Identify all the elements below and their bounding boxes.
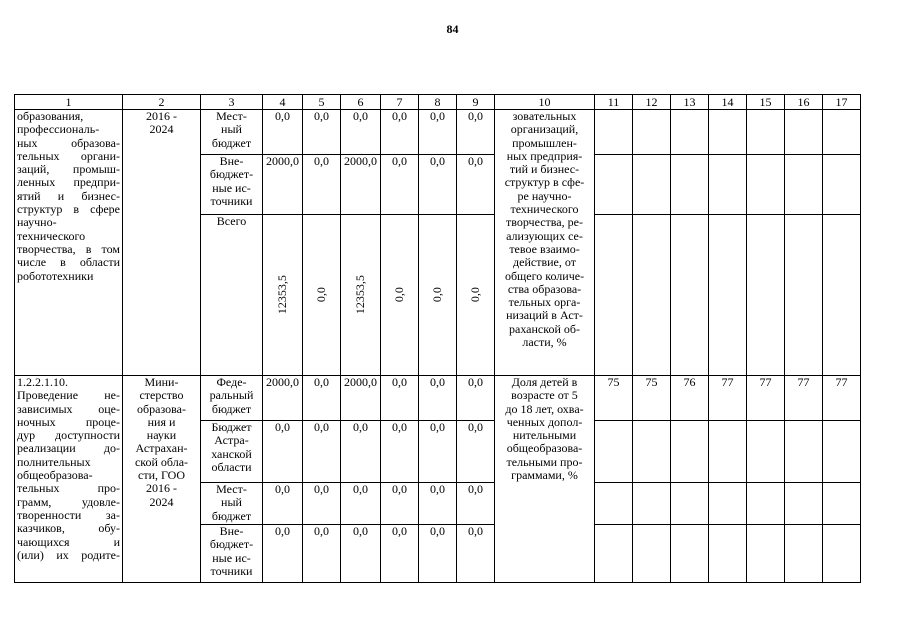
funding-source-line: Бюджет xyxy=(211,420,252,434)
indicator-value-empty xyxy=(785,421,823,483)
indicator-description-line: промышлен- xyxy=(512,135,577,150)
indicator-description-line: тевое взаимо- xyxy=(509,241,580,256)
indicator-target-value: 77 xyxy=(823,376,861,421)
measure-description-line: структур в сфере xyxy=(17,202,120,217)
indicator-description-line: тельными про- xyxy=(506,454,583,469)
indicator-description-line: тий и бизнес- xyxy=(509,162,580,177)
header-cell: 7 xyxy=(381,95,419,110)
funding-value xyxy=(303,215,341,376)
indicator-target-value: 76 xyxy=(671,376,709,421)
page-number: 84 xyxy=(446,22,459,36)
indicator-value-empty xyxy=(671,525,709,583)
funding-value-text: 12353,5 xyxy=(352,275,367,315)
indicator-value-empty xyxy=(747,215,785,376)
funding-source xyxy=(201,110,263,155)
measure-description-line: общеобразова- xyxy=(17,468,93,483)
indicator-description-line: низаций в Аст- xyxy=(506,308,583,323)
measure-description-line: тельных органи- xyxy=(17,148,120,163)
indicator-description-line: ре научно- xyxy=(517,188,572,203)
indicator-value-empty xyxy=(709,483,747,525)
indicator-value-empty xyxy=(633,525,671,583)
header-cell: 12 xyxy=(633,95,671,110)
header-cell: 13 xyxy=(671,95,709,110)
indicator-value-empty xyxy=(633,421,671,483)
header-cell: 16 xyxy=(785,95,823,110)
funding-value: 0,0 xyxy=(303,376,341,421)
indicator-description xyxy=(495,110,595,376)
funding-value: 0,0 xyxy=(303,525,341,583)
indicator-description-line: технического xyxy=(510,202,579,217)
measure-description-line: (или) их родите- xyxy=(17,547,120,562)
measure-description-line: грамм, удовле- xyxy=(17,494,120,509)
indicator-value-empty xyxy=(671,215,709,376)
funding-source-line: Всего xyxy=(216,214,247,228)
funding-value: 2000,0 xyxy=(263,155,303,215)
indicator-value-empty xyxy=(709,155,747,215)
funding-value: 0,0 xyxy=(263,421,303,483)
measure-description-line: робототехники xyxy=(17,268,94,283)
funding-value: 0,0 xyxy=(381,483,419,525)
funding-value: 0,0 xyxy=(381,376,419,421)
funding-value xyxy=(341,215,381,376)
indicator-target-value: 77 xyxy=(785,376,823,421)
measure-description-line: дур доступности xyxy=(17,428,120,443)
indicator-target-value: 75 xyxy=(633,376,671,421)
header-cell: 11 xyxy=(595,95,633,110)
funding-source xyxy=(201,525,263,583)
funding-source xyxy=(201,215,263,376)
funding-value: 0,0 xyxy=(457,376,495,421)
header-cell: 17 xyxy=(823,95,861,110)
indicator-description-line: возрасте от 5 xyxy=(511,388,578,403)
funding-value xyxy=(457,215,495,376)
funding-source-line: бюджет xyxy=(211,135,252,150)
funding-value: 2000,0 xyxy=(341,155,381,215)
funding-value xyxy=(263,215,303,376)
measure-description-line: технического xyxy=(17,228,86,243)
header-cell: 15 xyxy=(747,95,785,110)
funding-value: 0,0 xyxy=(457,483,495,525)
header-cell: 5 xyxy=(303,95,341,110)
funding-value: 0,0 xyxy=(419,110,457,155)
indicator-target-value: 77 xyxy=(709,376,747,421)
measure-description-line: заций, промыш- xyxy=(17,162,120,177)
header-cell: 8 xyxy=(419,95,457,110)
measure-description xyxy=(15,110,123,376)
measure-description-line: реализации до- xyxy=(17,441,120,456)
indicator-value-empty xyxy=(671,483,709,525)
measure-description-line: творчества, в том xyxy=(17,241,120,256)
funding-value: 0,0 xyxy=(419,421,457,483)
funding-value-text: 12353,5 xyxy=(274,275,289,315)
indicator-description-line: Доля детей в xyxy=(511,375,578,389)
funding-value: 0,0 xyxy=(303,110,341,155)
funding-source-line: ральный xyxy=(209,388,254,403)
indicator-description-line: ства образова- xyxy=(507,281,582,296)
executor-period-line: Мини- xyxy=(144,375,179,389)
funding-source-line: бюджет- xyxy=(209,537,254,552)
indicator-description-line: общего количе- xyxy=(504,268,585,283)
funding-value: 0,0 xyxy=(419,483,457,525)
indicator-value-empty xyxy=(595,110,633,155)
indicator-value-empty xyxy=(595,215,633,376)
indicator-value-empty xyxy=(595,483,633,525)
executor-period-line: Астрахан- xyxy=(135,441,188,456)
measure-description-line: образования, xyxy=(17,109,84,123)
funding-source xyxy=(201,155,263,215)
funding-value: 0,0 xyxy=(263,483,303,525)
funding-source-line: области xyxy=(211,459,252,474)
funding-value: 0,0 xyxy=(381,155,419,215)
funding-value-text: 0,0 xyxy=(313,287,328,303)
measure-description-line: ночных проце- xyxy=(17,414,120,429)
executor-period-line: 2024 xyxy=(149,494,174,509)
header-cell: 1 xyxy=(15,95,123,110)
indicator-value-empty xyxy=(823,155,861,215)
funding-value xyxy=(381,215,419,376)
indicator-value-empty xyxy=(633,215,671,376)
funding-value xyxy=(419,215,457,376)
funding-source xyxy=(201,421,263,483)
header-cell: 4 xyxy=(263,95,303,110)
funding-value-text: 0,0 xyxy=(391,287,406,303)
header-cell: 9 xyxy=(457,95,495,110)
funding-source-line: точники xyxy=(210,563,253,578)
header-row xyxy=(15,95,861,110)
funding-value: 0,0 xyxy=(419,376,457,421)
indicator-description-line: ных предприя- xyxy=(506,148,583,163)
funding-value: 2000,0 xyxy=(341,376,381,421)
measure-description-line: казчиков, обу- xyxy=(17,521,120,536)
executor-period-line: 2016 - xyxy=(146,481,177,496)
indicator-value-empty xyxy=(747,421,785,483)
executor-period-line: науки xyxy=(146,428,177,443)
indicator-value-empty xyxy=(633,155,671,215)
indicator-value-empty xyxy=(709,110,747,155)
funding-source-line: ные ис- xyxy=(212,180,251,195)
funding-source-line: Астра- xyxy=(214,433,249,448)
indicator-description-line: нительными xyxy=(512,428,577,443)
indicator-value-empty xyxy=(709,421,747,483)
funding-source-line: точники xyxy=(210,193,253,208)
indicator-value-empty xyxy=(747,110,785,155)
funding-value-text: 0,0 xyxy=(429,287,444,303)
executor-period-line: ния и xyxy=(147,414,176,429)
executor-period xyxy=(123,110,201,376)
executor-period xyxy=(123,376,201,583)
indicator-value-empty xyxy=(823,525,861,583)
funding-source xyxy=(201,483,263,525)
measure-description-line: Проведение не- xyxy=(17,388,120,403)
indicator-value-empty xyxy=(595,421,633,483)
funding-source-line: Феде- xyxy=(216,375,247,389)
table-row xyxy=(15,376,861,421)
indicator-value-empty xyxy=(785,483,823,525)
measure-description-line: тельных про- xyxy=(17,481,120,496)
indicator-description-line: организаций, xyxy=(510,122,579,137)
indicator-description-line: действие, от xyxy=(513,255,576,270)
funding-value: 0,0 xyxy=(303,421,341,483)
indicator-value-empty xyxy=(823,110,861,155)
measure-description-line: полнительных xyxy=(17,454,91,469)
measure-description-line: чающихся и xyxy=(17,534,120,549)
funding-value: 0,0 xyxy=(263,110,303,155)
measure-description-line: ных образова- xyxy=(17,135,120,150)
indicator-description-line: общеобразова- xyxy=(506,441,583,456)
funding-source-line: ный xyxy=(221,122,242,137)
funding-source-line: ные ис- xyxy=(212,550,251,565)
indicator-value-empty xyxy=(671,155,709,215)
funding-value: 0,0 xyxy=(381,110,419,155)
indicator-value-empty xyxy=(785,110,823,155)
table-row xyxy=(15,110,861,155)
funding-source-line: Вне- xyxy=(219,154,244,168)
funding-source-line: бюджет xyxy=(211,508,252,523)
measure-description-line: числе в области xyxy=(17,255,120,270)
indicator-description-line: ализующих се- xyxy=(506,228,583,243)
indicator-value-empty xyxy=(671,110,709,155)
indicator-value-empty xyxy=(823,483,861,525)
indicator-target-value: 77 xyxy=(747,376,785,421)
indicator-value-empty xyxy=(595,155,633,215)
indicator-description-line: структур в сфе- xyxy=(504,175,585,190)
header-cell: 2 xyxy=(123,95,201,110)
indicator-value-empty xyxy=(747,525,785,583)
indicator-target-value: 75 xyxy=(595,376,633,421)
indicator-value-empty xyxy=(709,525,747,583)
funding-source-line: бюджет xyxy=(211,401,252,416)
funding-value: 0,0 xyxy=(457,421,495,483)
measure-description-line: творенности за- xyxy=(17,507,120,522)
measure-description-line: профессиональ- xyxy=(17,122,100,137)
funding-source xyxy=(201,376,263,421)
funding-value: 2000,0 xyxy=(263,376,303,421)
indicator-value-empty xyxy=(747,155,785,215)
funding-value: 0,0 xyxy=(381,525,419,583)
indicator-value-empty xyxy=(633,110,671,155)
indicator-description-line: ласти, % xyxy=(522,335,567,350)
header-cell: 6 xyxy=(341,95,381,110)
funding-source-line: ханской xyxy=(211,446,252,461)
indicator-value-empty xyxy=(709,215,747,376)
funding-value: 0,0 xyxy=(341,525,381,583)
header-cell: 14 xyxy=(709,95,747,110)
indicator-description-line: творчества, ре- xyxy=(506,215,583,230)
measure-description-line: научно- xyxy=(17,215,57,230)
funding-value: 0,0 xyxy=(457,155,495,215)
funding-value: 0,0 xyxy=(303,483,341,525)
executor-period-line: сти, ГОО xyxy=(138,468,185,483)
funding-source-line: ный xyxy=(221,495,242,510)
indicator-description-line: зовательных xyxy=(512,109,577,123)
funding-value: 0,0 xyxy=(341,421,381,483)
funding-value: 0,0 xyxy=(457,110,495,155)
indicator-value-empty xyxy=(785,215,823,376)
measure-description-line: зависимых оце- xyxy=(17,401,120,416)
funding-source-line: Мест- xyxy=(216,482,247,496)
executor-period-line: стерство xyxy=(139,388,184,403)
header-cell: 10 xyxy=(495,95,595,110)
funding-value: 0,0 xyxy=(381,421,419,483)
funding-value-text: 0,0 xyxy=(467,287,482,303)
measure-description-line: 1.2.2.1.10. xyxy=(17,375,68,389)
indicator-value-empty xyxy=(671,421,709,483)
indicator-description-line: раханской об- xyxy=(509,321,580,336)
funding-value: 0,0 xyxy=(263,525,303,583)
indicator-description-line: до 18 лет, охва- xyxy=(505,401,584,416)
executor-period-line: 2024 xyxy=(149,122,174,137)
indicator-value-empty xyxy=(785,525,823,583)
indicator-value-empty xyxy=(633,483,671,525)
indicator-value-empty xyxy=(747,483,785,525)
indicator-description-line: ченных допол- xyxy=(506,414,583,429)
measure-description xyxy=(15,376,123,583)
indicator-description xyxy=(495,376,595,583)
funding-source-line: бюджет- xyxy=(209,167,254,182)
indicator-description-line: граммами, % xyxy=(511,468,578,483)
funding-value: 0,0 xyxy=(303,155,341,215)
indicator-value-empty xyxy=(823,421,861,483)
funding-value: 0,0 xyxy=(419,525,457,583)
funding-value: 0,0 xyxy=(341,110,381,155)
funding-source-line: Вне- xyxy=(219,524,244,538)
indicator-value-empty xyxy=(595,525,633,583)
measure-description-line: ятий и бизнес- xyxy=(17,188,120,203)
header-cell: 3 xyxy=(201,95,263,110)
measure-description-line: ленных предпри- xyxy=(17,175,120,190)
funding-value: 0,0 xyxy=(457,525,495,583)
program-table xyxy=(14,94,861,583)
indicator-value-empty xyxy=(785,155,823,215)
funding-value: 0,0 xyxy=(419,155,457,215)
indicator-description-line: тельных орга- xyxy=(508,295,581,310)
funding-source-line: Мест- xyxy=(216,109,247,123)
executor-period-line: ской обла- xyxy=(134,454,189,469)
executor-period-line: образова- xyxy=(137,401,186,416)
executor-period-line: 2016 - xyxy=(146,109,177,123)
indicator-value-empty xyxy=(823,215,861,376)
funding-value: 0,0 xyxy=(341,483,381,525)
